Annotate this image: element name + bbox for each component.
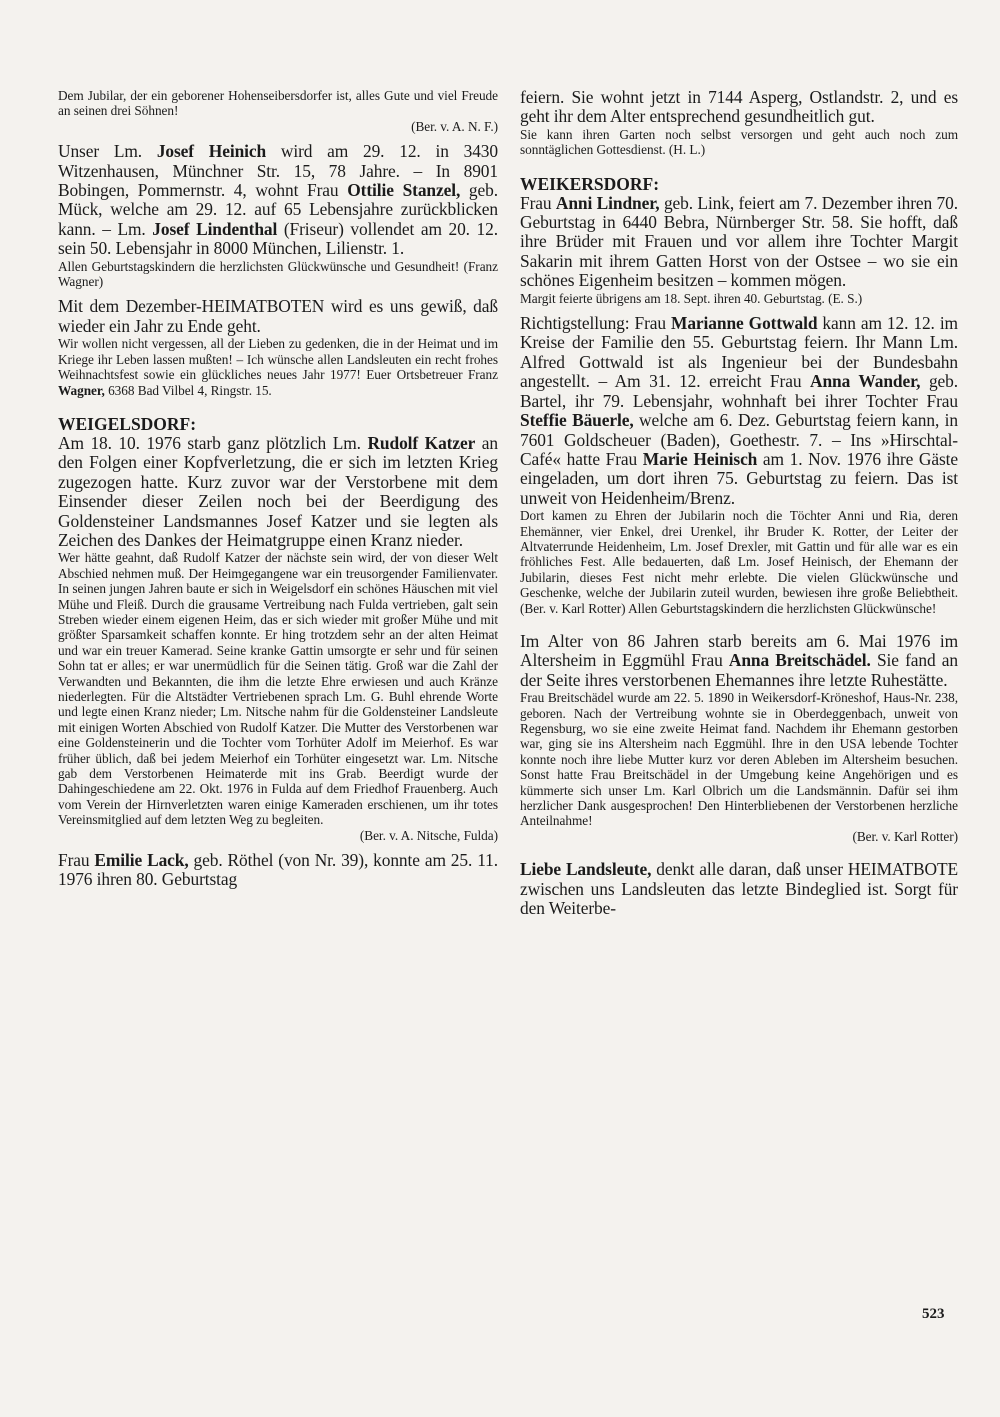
asperg-paragraph: feiern. Sie wohnt jetzt in 7144 Asperg, Ostlandstr. 2, und es geht ihr dem Alter entsprechend gesundheitlich gut. bbox=[520, 87, 958, 127]
signature-nitsche: (Ber. v. A. Nitsche, Fulda) bbox=[359, 827, 498, 843]
margit-note: Margit feierte übrigens am 18. Sept. ihren 40. Geburtstag. (E. S.) bbox=[520, 290, 863, 306]
lindner-birthday-paragraph: Frau Anni Lindner, geb. Link, feiert am 7. Dezember ihren 70. Geburtstag in 6440 Bebra, Nürnberger Str. 58. Sie hofft, daß ihre Brüder mit Frauen und vor allem ihre Tochter Margit Sakarin mit ihrem Gatten Horst von der Ostsee – wo sie ein schönes Eigenheim besitzen – kommen mögen. bbox=[520, 192, 958, 291]
birthday-wishes: Allen Geburtstagskindern die herzlichsten Glückwünsche und Gesundheit! (Franz Wagner) bbox=[58, 258, 498, 290]
heinisch-celebration: Dort kamen zu Ehren der Jubilarin noch die Töchter Anni und Ria, deren Ehemänner, vier Enkel, drei Urenkel, ihr Bruder K. Rotter, der Leiter der Altvaterrunde Heidenheim, Lm. Josef Drexler, mit Gattin und für alle war es ein fröhliches Fest. Alle bedauerten, daß Lm. Josef Heinisch, der Ehemann der Jubilarin, dieses Fest nicht mehr erlebte. Die vielen Glückwünsche und Geschenke, welche der Jubilarin zuteil wurden, bewiesen ihre große Beliebtheit. (Ber. v. Karl Rotter) Allen Geburtstagskindern die herzlichsten Glückwünsche! bbox=[520, 508, 958, 616]
jubilar-greeting: Dem Jubilar, der ein geborener Hohenseibersdorfer ist, alles Gute und viel Freude an seinen drei Söhnen! bbox=[58, 88, 498, 119]
christmas-greeting: Wir wollen nicht vergessen, all der Lieben zu gedenken, die in der Heimat und im Kriege ihr Leben lassen mußten! – Ich wünsche allen Landsleuten ein recht frohes Weihnachtsfest sowie ein glückliches neues Jahr 1977! Euer Ortsbetreuer Franz Wagner, 6368 Bad Vilbel 4, Ringstr. 15. bbox=[58, 336, 498, 398]
section-heading-weikersdorf: WEIKERSDORF: bbox=[520, 173, 660, 194]
katzer-obituary: Wer hätte geahnt, daß Rudolf Katzer der nächste sein wird, der von dieser Welt Abschied nehmen muß. Der Heimgegangene war ein treusorgender Familienvater. In seinen jungen Jahren baute er sich in Weigelsdorf ein schönes Häuschen mit viel Mühe und Fleiß. Durch die grausame Vertreibung nach Fulda vertrieben, galt sein Streben wieder einem eigenen Heim, das er sich wieder mit großer Mühe und mit größter Sparsamkeit schaffen konnte. Er hing trotzdem sehr an der alten Heimat und war ein treuer Kamerad. Seine kranke Gattin umsorgte er sehr und für seinen Sohn tat er alles; er war unermüdlich für die Seinen tätig. Groß war die Zahl der Verwandten und Bekannten, die ihm die letzte Ehre erwiesen und auch Kränze niederlegten. Für die Altstädter Vertriebenen sprach Lm. G. Buhl ehrende Worte und legte einen Kranz nieder; Lm. Nitsche nahm für die Goldensteiner Landsleute mit einigen Worten Abschied von Rudolf Katzer. Die Mutter des Verstorbenen war eine Goldensteinerin und die Tochter vom Torhüter Adolf im Meierhof. Es war früher üblich, daß bei jedem Meierhof ein Torhüter eingesetzt war. Lm. Nitsche gab dem Verstorbenen Heimaterde mit ins Grab. Beerdigt wurde der Dahingeschiedene am 22. Okt. 1976 in Fulda auf dem Friedhof Frauenberg. Auch vom Verein der Hirnverletzten waren einige Kameraden erschienen, um ihr totes Vereinsmitglied auf dem letzten Weg zu begleiten. bbox=[58, 550, 498, 828]
signature-anf: (Ber. v. A. N. F.) bbox=[411, 118, 498, 134]
closing-appeal: Liebe Landsleute, denkt alle daran, daß unser HEIMATBOTE zwischen uns Landsleuten das letzte Bindeglied ist. Sorgt für den Weiterbe- bbox=[520, 859, 958, 919]
lack-birthday-paragraph: Frau Emilie Lack, geb. Röthel (von Nr. 39), konnte am 25. 11. 1976 ihren 80. Geburtstag bbox=[58, 850, 498, 890]
breitschaedel-obituary: Frau Breitschädel wurde am 22. 5. 1890 in Weikersdorf-Kröneshof, Haus-Nr. 238, geboren. Nach der Vertreibung wohnte sie in Oberdeggenbach, unweit von Regensburg, wo sie eine zweite Heimat fand. Nachdem ihr Ehemann gestorben war, ging sie ins Altersheim nach Eggmühl. Ihre in den USA lebende Tochter konnte noch ihre liebe Mutter kurz vor deren Ableben im Altersheim besuchen. Sonst hatte Frau Breitschädel in der Umgebung keine Angehörigen und es kümmerte sich unser Lm. Karl Olbrich um die Landsmännin. Dafür sei ihm herzlicher Dank ausgesprochen! Den Hinterbliebenen der Verstorbenen herzliche Anteilnahme! bbox=[520, 690, 958, 829]
signature-rotter: (Ber. v. Karl Rotter) bbox=[852, 828, 958, 844]
correction-paragraph: Richtigstellung: Frau Marianne Gottwald kann am 12. 12. im Kreise der Familie den 55. Geburtstag feiern. Ihr Mann Lm. Alfred Gottwald ist als Ingenieur bei der Bundesbahn angestellt. – Am 31. 12. erreicht Frau Anna Wander, geb. Bartel, ihr 79. Lebensjahr, wohnhaft bei ihrer Tochter Frau Steffie Bäuerle, welche am 6. Dez. Geburtstag feiern kann, in 7601 Goldscheuer (Baden), Goethestr. 7. – Ins »Hirschtal-Café« hatte Frau Marie Heinisch am 1. Nov. 1976 ihre Gäste eingeladen, um dort ihren 75. Geburtstag zu feiern. Das ist unweit von Heidenheim/Brenz. bbox=[520, 313, 959, 508]
section-heading-weigelsdorf: WEIGELSDORF: bbox=[58, 413, 197, 434]
garden-note: Sie kann ihren Garten noch selbst versorgen und geht auch noch zum sonntäglichen Gottesdienst. (H. L.) bbox=[520, 126, 958, 158]
right-column bbox=[520, 88, 958, 918]
birthday-paragraph: Unser Lm. Josef Heinich wird am 29. 12. in 3430 Witzenhausen, Münchner Str. 15, 78 Jahre. – In 8901 Bobingen, Pommernstr. 4, wohnt Frau Ottilie Stanzel, geb. Mück, welche am 29. 12. auf 65 Lebensjahre zurückblicken kann. – Lm. Josef Lindenthal (Friseur) vollendet am 20. 12. sein 50. Lebensjahr in 8000 München, Lilienstr. 1. bbox=[58, 141, 498, 259]
december-paragraph: Mit dem Dezember-HEIMATBOTEN wird es uns gewiß, daß wieder ein Jahr zu Ende geht. bbox=[58, 296, 498, 336]
breitschaedel-death-paragraph: Im Alter von 86 Jahren starb bereits am 6. Mai 1976 im Altersheim in Eggmühl Frau Anna Breitschädel. Sie fand an der Seite ihres verstorbenen Ehemannes ihre letzte Ruhestätte. bbox=[520, 630, 958, 690]
katzer-death-paragraph: Am 18. 10. 1976 starb ganz plötzlich Lm. Rudolf Katzer an den Folgen einer Kopfverletzung, die er sich im letzten Krieg zugezogen hatte. Kurz zuvor war der Verstorbene mit dem Einsender dieser Zeilen noch bei der Beerdigung des Goldensteiner Landsmannes Josef Katzer und sie legten als Zeichen des Dankes der Heimatgruppe einen Kranz nieder. bbox=[58, 432, 498, 550]
page-number: 523 bbox=[922, 1306, 945, 1322]
left-column bbox=[58, 88, 498, 890]
